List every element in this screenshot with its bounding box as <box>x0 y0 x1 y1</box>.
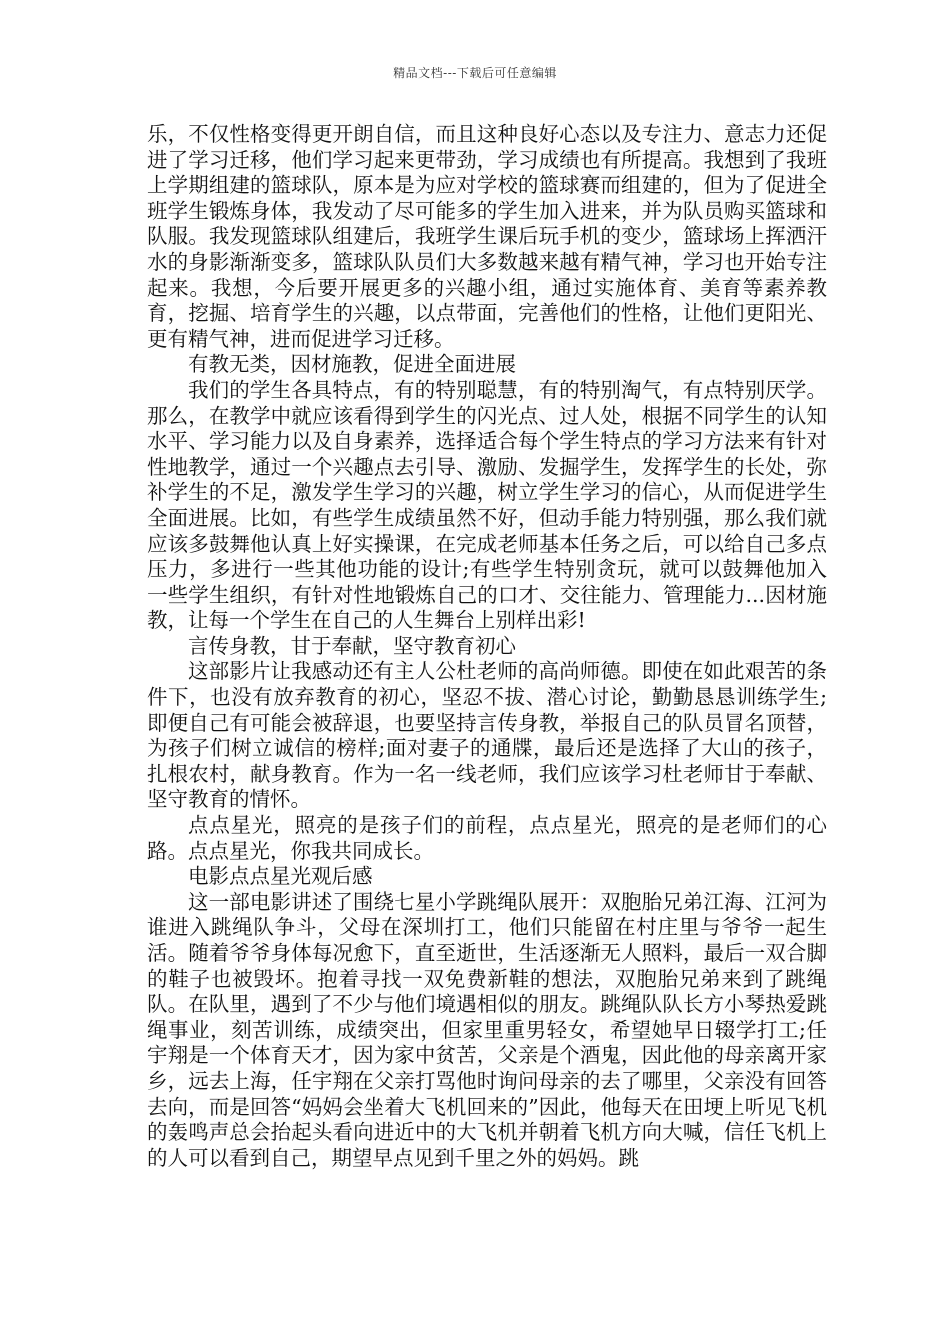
section-heading: 有教无类，因材施教，促进全面进展 <box>188 352 516 377</box>
section-heading: 电影点点星光观后感 <box>188 864 373 889</box>
body-paragraph: 点点星光，照亮的是孩子们的前程，点点星光，照亮的是老师们的心路。点点星光，你我共同成长。 <box>147 813 827 863</box>
section-heading: 言传身教，甘于奉献，坚守教育初心 <box>188 633 516 658</box>
page-header: 精品文档---下载后可任意编辑 <box>393 66 557 80</box>
body-paragraph: 这一部电影讲述了围绕七星小学跳绳队展开：双胞胎兄弟江海、江河为谁进入跳绳队争斗，父母在深圳打工，他们只能留在村庄里与爷爷一起生活。随着爷爷身体每况愈下，直至逝世，生活逐渐无人照料，最后一双合脚的鞋子也被毁坏。抱着寻找一双免费新鞋的想法，双胞胎兄弟来到了跳绳队。在队里，遇到了不少与他们境遇相似的朋友。跳绳队队长方小琴热爱跳绳事业，刻苦训练，成绩突出，但家里重男轻女，希望她早日辍学打工;任宇翔是一个体育天才，因为家中贫苦，父亲是个酒鬼，因此他的母亲离开家乡，远去上海，任宇翔在父亲打骂他时询问母亲的去了哪里，父亲没有回答去向，而是回答“妈妈会坐着大飞机回来的”因此，他每天在田埂上听见飞机的轰鸣声总会抬起头看向进近中的大飞机并朝着飞机方向大喊，信任飞机上的人可以看到自己，期望早点见到千里之外的妈妈。跳 <box>147 889 827 1170</box>
body-paragraph: 这部影片让我感动还有主人公杜老师的高尚师德。即使在如此艰苦的条件下，也没有放弃教育的初心，坚忍不拔、潜心讨论，勤勤恳恳训练学生;即便自己有可能会被辞退，也要坚持言传身教，举报自己的队员冒名顶替，为孩子们树立诚信的榜样;面对妻子的通牒，最后还是选择了大山的孩子，扎根农村，献身教育。作为一名一线老师，我们应该学习杜老师甘于奉献、坚守教育的情怀。 <box>147 659 827 812</box>
body-paragraph: 我们的学生各具特点，有的特别聪慧，有的特别淘气，有点特别厌学。那么，在教学中就应该看得到学生的闪光点、过人处，根据不同学生的认知水平、学习能力以及自身素养，选择适合每个学生特点的学习方法来有针对性地教学，通过一个兴趣点去引导、激励、发掘学生，发挥学生的长处，弥补学生的不足，激发学生学习的兴趣，树立学生学习的信心，从而促进学生全面进展。比如，有些学生成绩虽然不好，但动手能力特别强，那么我们就应该多鼓舞他认真上好实操课，在完成老师基本任务之后，可以给自己多点压力，多进行一些其他功能的设计;有些学生特别贪玩，就可以鼓舞他加入一些学生组织，有针对性地锻炼自己的口才、交往能力、管理能力...因材施教，让每一个学生在自己的人生舞台上别样出彩! <box>147 377 827 633</box>
document-body <box>147 122 827 1171</box>
body-paragraph: 乐，不仅性格变得更开朗自信，而且这种良好心态以及专注力、意志力还促进了学习迁移，他们学习起来更带劲，学习成绩也有所提高。我想到了我班上学期组建的篮球队，原本是为应对学校的篮球赛而组建的，但为了促进全班学生锻炼身体，我发动了尽可能多的学生加入进来，并为队员购买篮球和队服。我发现篮球队组建后，我班学生课后玩手机的变少，篮球场上挥洒汗水的身影渐渐变多，篮球队队员们大多数越来越有精气神，学习也开始专注起来。我想，今后要开展更多的兴趣小组，通过实施体育、美育等素养教育，挖掘、培育学生的兴趣，以点带面，完善他们的性格，让他们更阳光、更有精气神，进而促进学习迁移。 <box>147 122 827 351</box>
